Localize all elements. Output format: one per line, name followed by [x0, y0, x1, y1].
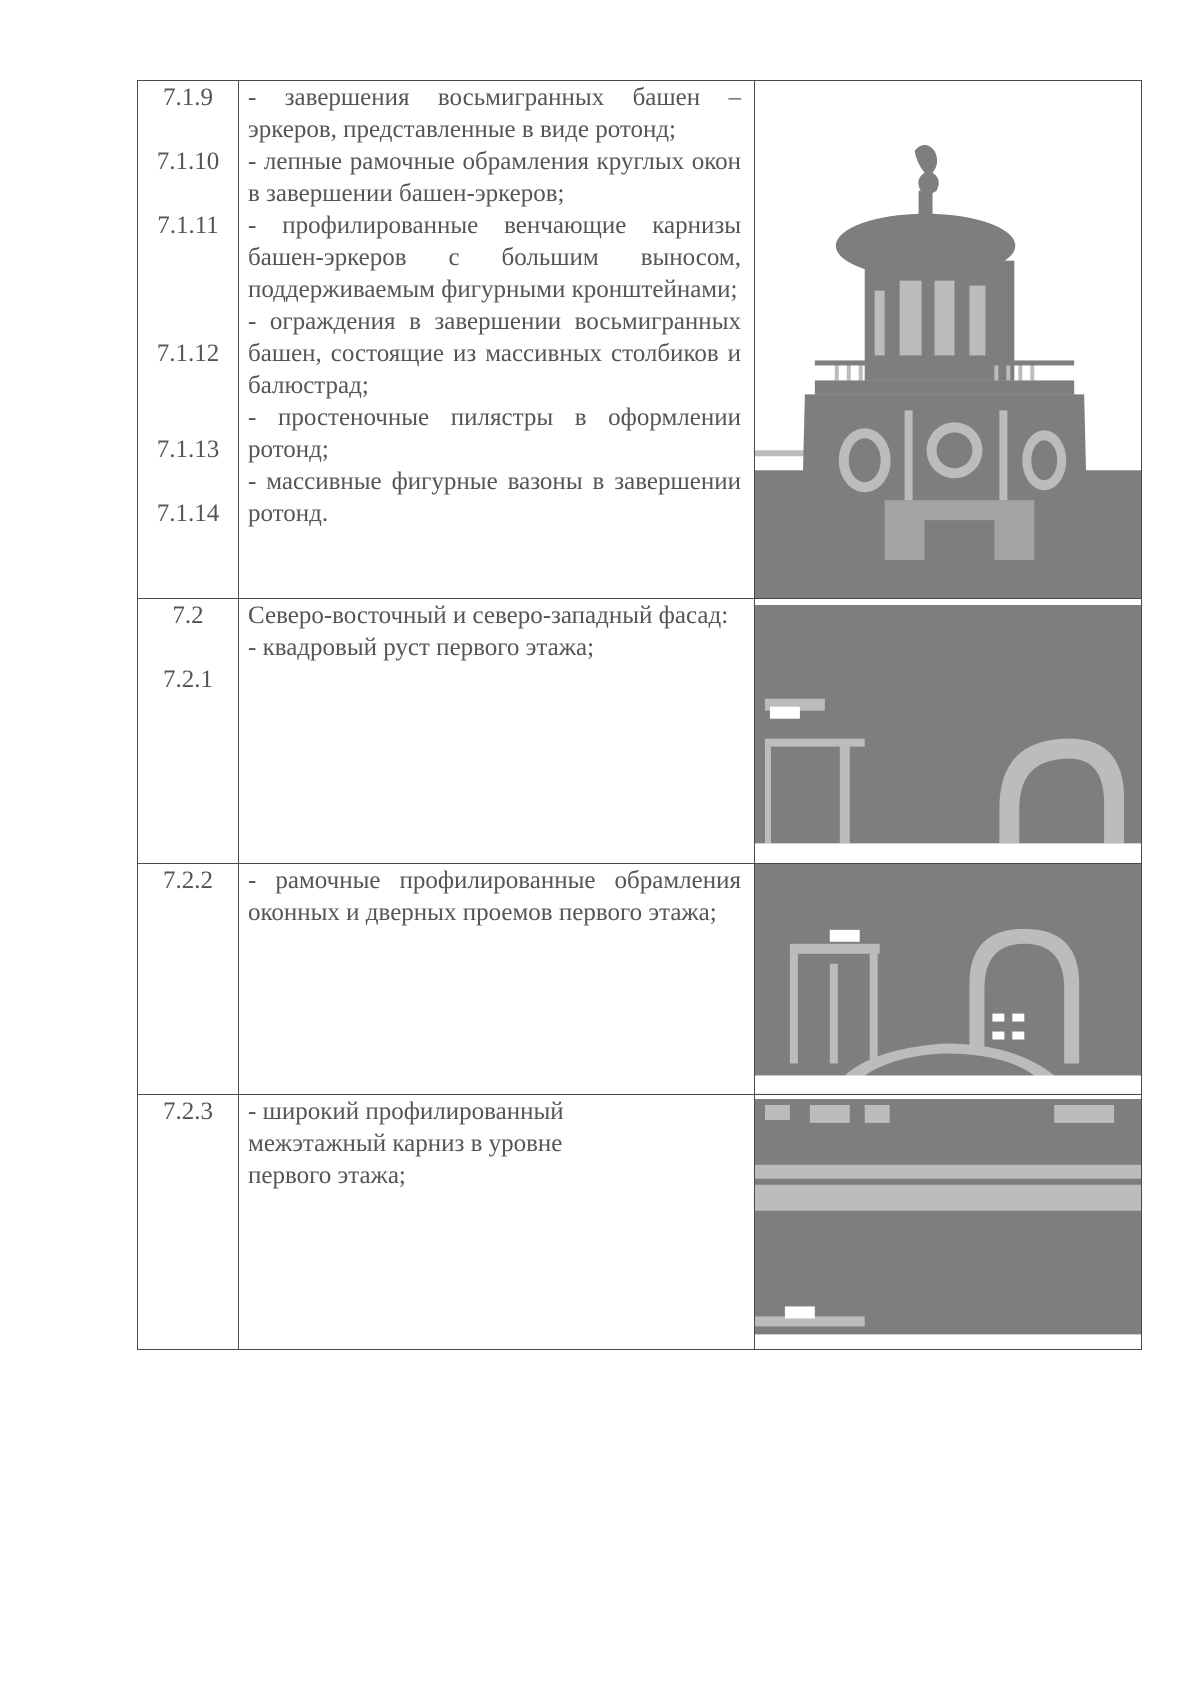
item-text: - ограждения в завершении восьмигранных башен, состоящие из массивных столбиков и балюстрад;: [248, 308, 741, 399]
item-text: - широкий профилированный межэтажный карниз в уровне первого этажа;: [248, 1097, 564, 1189]
number-cell: [138, 864, 239, 1094]
features-table: [137, 80, 1142, 1350]
description-cell: [239, 864, 755, 1094]
number-cell: [138, 81, 239, 599]
table-row: [138, 864, 1142, 1094]
item-text: - профилированные венчающие карнизы башен-эркеров с большим выносом, поддерживаемым фигурными кронштейнами;: [248, 212, 741, 303]
item-number: 7.1.12: [156, 340, 220, 367]
photo-cell: [755, 1094, 1142, 1349]
item-text: - лепные рамочные обрамления круглых окон в завершении башен-эркеров;: [248, 148, 741, 207]
photo-cell: [755, 864, 1142, 1094]
item-number: 7.1.13: [156, 436, 220, 463]
item-number: 7.2: [172, 602, 204, 629]
table-row: [138, 1094, 1142, 1349]
item-number: 7.1.14: [156, 500, 220, 527]
item-number: 7.1.9: [163, 84, 213, 111]
item-number: 7.1.11: [157, 212, 219, 239]
item-number: 7.2.1: [163, 666, 213, 693]
item-text: - завершения восьмигранных башен – эркеров, представленные в виде ротонд;: [248, 84, 741, 143]
ground-floor-rustication-photo: [755, 599, 1141, 863]
number-cell: [138, 1094, 239, 1349]
table-row: [138, 81, 1142, 599]
item-text: - рамочные профилированные обрамления оконных и дверных проемов первого этажа;: [248, 867, 741, 927]
photo-cell: [755, 81, 1142, 599]
description-cell: [239, 599, 755, 864]
item-text: - квадровый руст первого этажа;: [248, 634, 595, 661]
description-cell: [239, 1094, 755, 1349]
table-row: [138, 599, 1142, 864]
section-heading: Северо-восточный и северо-западный фасад:: [248, 602, 729, 629]
item-text: - массивные фигурные вазоны в завершении ротонд.: [248, 468, 741, 527]
photo-cell: [755, 599, 1142, 864]
window-door-frames-photo: [755, 864, 1141, 1093]
item-text: - простеночные пилястры в оформлении ротонд;: [248, 404, 741, 463]
item-number: 7.1.10: [156, 148, 220, 175]
number-cell: [138, 599, 239, 864]
interfloor-cornice-photo: [755, 1095, 1141, 1349]
rotunda-tower-photo: [755, 81, 1141, 598]
description-cell: [239, 81, 755, 599]
item-number: 7.2.2: [163, 867, 213, 895]
item-number: 7.2.3: [163, 1097, 213, 1125]
